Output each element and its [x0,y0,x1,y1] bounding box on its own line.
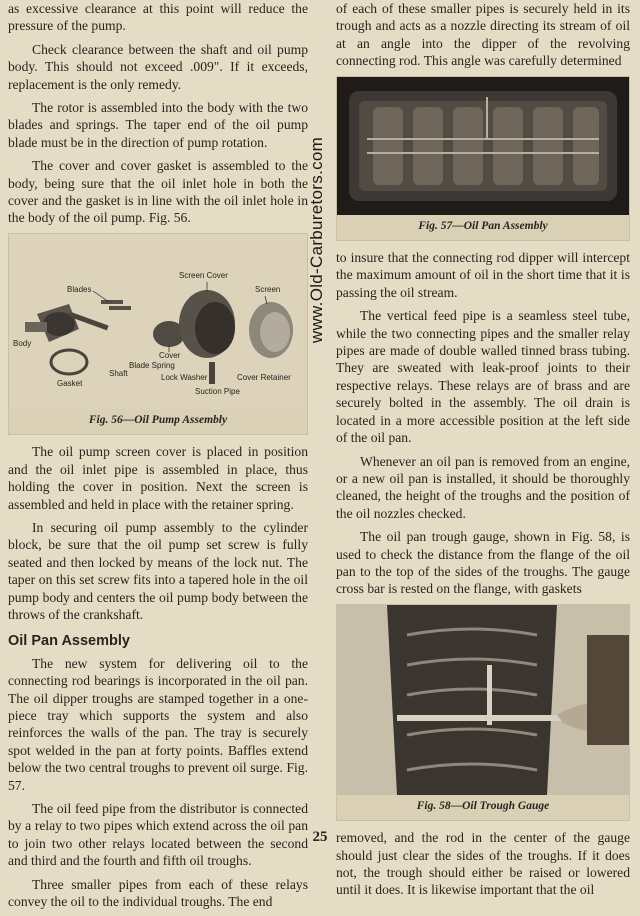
paragraph: The new system for delivering oil to the connecting rod bearings is incorporated in the oil pan. The oil dipper troughs are stamped together in a one-piece tray which supports the system and also reinforces the walls of the pan. The tray is securely spot welded in the pan at forty points. Baffles extend below the two central troughs to prevent oil surge. Fig. 57. [8,655,308,793]
watermark-text: www.Old-Carburetors.com [307,136,326,344]
paragraph: to insure that the connecting rod dipper will intercept the maximum amount of oil in the short time that it is passing the oil stream. [336,250,630,300]
figure-57-caption: Fig. 57—Oil Pan Assembly [418,219,548,232]
left-column [8,0,308,916]
paragraph: as excessive clearance at this point will reduce the pressure of the pump. [8,1,308,34]
figure-58-caption: Fig. 58—Oil Trough Gauge [416,799,550,812]
oil-trough-gauge-image [337,605,629,795]
label-blade-spring: Blade Spring [129,360,175,370]
oil-pan-image [337,77,629,215]
watermark [300,120,334,360]
figure-57 [336,76,630,241]
label-suction-pipe: Suction Pipe [195,386,240,396]
paragraph: The vertical feed pipe is a seamless steel tube, while the two connecting pipes and the smaller relay pipes are made of double walled tinned brass tubing. They are sweated with leak-proof joints to their respective relays. These relays are of brass and are securely bolted in the assembly. The oil drain is located in a more accessible position at the left side of the oil pan. [336,308,630,446]
figure-58 [336,604,630,821]
paragraph: Check clearance between the shaft and oil pump body. This should not exceed .009". If it exceeds, replacement is the only remedy. [8,41,308,92]
right-column [336,0,630,905]
label-blades: Blades [67,284,92,294]
label-cover: Cover [159,350,181,360]
label-body: Body [13,338,32,348]
paragraph: Three smaller pipes from each of these relays convey the oil to the individual troughs. The end [8,876,308,910]
paragraph: The oil pan trough gauge, shown in Fig. 58, is used to check the distance from the flange of the oil pan to the top of the sides of the troughs. The gauge cross bar is rested on the flange, with gaskets [336,529,630,597]
label-cover-retainer: Cover Retainer [237,372,291,382]
figure-56-caption: Fig. 56—Oil Pump Assembly [88,413,228,426]
paragraph: removed, and the rod in the center of the gauge should just clear the sides of the troughs. If it does not, the trough should either be raised or lowered until it does. It is likewise important that the oil [336,830,630,898]
page-number: 25 [312,829,328,845]
paragraph: The oil pump screen cover is placed in position and the oil inlet pipe is assembled in place, thus holding the cover in position. Next the screen is assembled and held in place with the retainer spring. [8,444,308,512]
section-heading: Oil Pan Assembly [8,633,130,650]
paragraph: The cover and cover gasket is assembled to the body, being sure that the oil inlet hole in both the cover and the gasket is in line with the oil inlet hole in the body of the oil pump. Fig. 56. [8,158,308,226]
label-shaft: Shaft [109,368,128,378]
paragraph: Whenever an oil pan is removed from an engine, or a new oil pan is installed, it should be thoroughly cleaned, the height of the troughs and the position of the oil nozzles checked. [336,453,630,521]
figure-56 [8,233,308,435]
paragraph: The rotor is assembled into the body with the two blades and springs. The taper end of the oil pump blade must be in the direction of pump rotation. [8,100,308,150]
label-screen-cover: Screen Cover [179,270,228,280]
label-screen: Screen [255,284,281,294]
paragraph: The oil feed pipe from the distributor is connected by a relay to two pipes which extend across the oil pan to join two other relays located between the second and third and the fourth and fifth oil troughs. [8,801,308,869]
label-lock-washer: Lock Washer [161,372,208,382]
paragraph: of each of these smaller pipes is securely held in its trough and acts as a nozzle directing its stream of oil at an angle into the dipper of the revolving connecting rod. This angle was carefully determined [336,1,630,69]
paragraph: In securing oil pump assembly to the cylinder block, be sure that the oil pump set screw is fully seated and then locked by means of the lock nut. The taper on this set screw fits into a tapered hole in the oil pump body and centers the oil pump body between the throws of the crankshaft. [8,519,308,622]
label-gasket: Gasket [57,378,83,388]
oil-pump-parts-image [9,234,307,409]
